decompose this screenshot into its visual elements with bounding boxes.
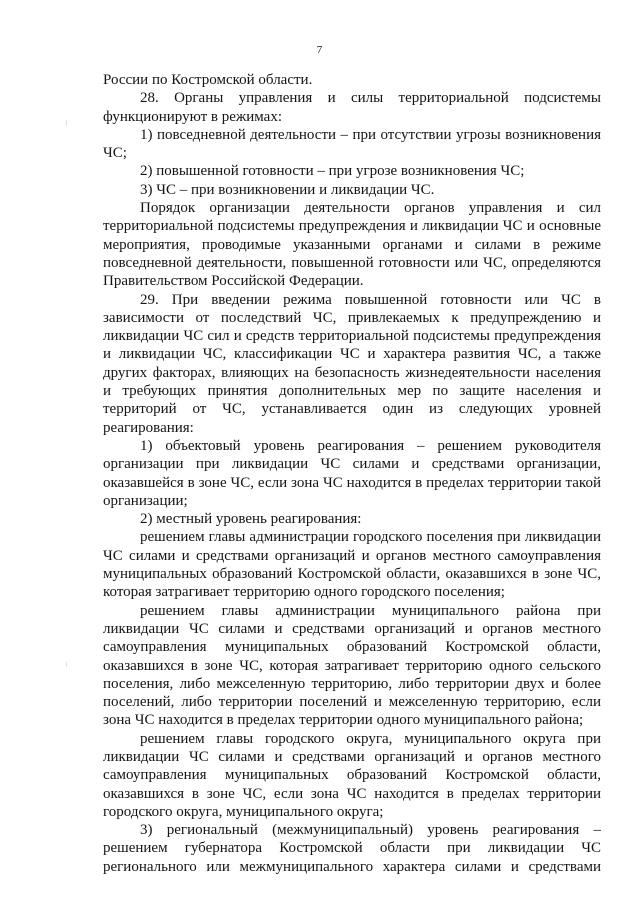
page-number: 7 (316, 44, 323, 56)
paragraph-continuation: России по Костромской области. (103, 72, 313, 88)
paragraph-item-29: 29. При введении режима повышенной готовности или ЧС в зависимости от последствий ЧС, привлекаемых к предупреждению и ликвидации ЧС сил и средств территориальной подсистемы предупреждения и ликвидации ЧС, классификации ЧС и характера развития ЧС, а также других факторах, влияющих на безопасность жизнедеятельности населения и требующих принятия дополнительных мер по защите населения и территорий от ЧС, устанавливается один из следующих уровней реагирования: (103, 291, 601, 436)
scan-margin-mark (66, 662, 67, 667)
paragraph-local-municipal-district: решением главы администрации муниципального района при ликвидации ЧС силами и средствами организаций и органов местного самоуправления муниципальных образований Костромской области, оказавшихся в зоне ЧС, которая затрагивает территорию одного сельского поселения, либо межселенную территорию, либо территории двух и более поселений, либо территории поселений и межселенную территорию, если зона ЧС находится в пределах территории одного муниципального района; (103, 602, 601, 729)
paragraph-level-regional: 3) региональный (межмуниципальный) уровень реагирования – решением губернатора Костромской области при ликвидации ЧС регионального или межмуниципального характера силами и средствами (103, 822, 601, 875)
paragraph-mode-daily: 1) повседневной деятельности – при отсутствии угрозы возникновения ЧС; (103, 126, 601, 162)
paragraph-item-28: 28. Органы управления и силы территориальной подсистемы функционируют в режимах: (103, 90, 601, 125)
paragraph-local-city-district: решением главы городского округа, муниципального округа при ликвидации ЧС силами и средствами организаций и органов местного самоуправления муниципальных образований Костромской области, оказавшихся в зоне ЧС, если зона ЧС находится в пределах территории городского округа, муниципального округа; (103, 730, 601, 820)
paragraph-level-object: 1) объектовый уровень реагирования – решением руководителя организации при ликвидации ЧС силами и средствами организации, оказавшейся в зоне ЧС, если зона ЧС находится в пределах территории такой организации; (103, 437, 601, 509)
paragraph-mode-emergency: 3) ЧС – при возникновении и ликвидации ЧС. (140, 181, 435, 198)
paragraph-mode-alert: 2) повышенной готовности – при угрозе возникновения ЧС; (140, 163, 525, 180)
paragraph-procedure: Порядок организации деятельности органов управления и сил территориальной подсистемы предупреждения и ликвидации ЧС и основные мероприятия, проводимые указанными органами и силами в режиме повседневной деятельности, повышенной готовности или ЧС, определяются Правительством Российской Федерации. (103, 200, 601, 290)
paragraph-level-local: 2) местный уровень реагирования: (140, 511, 362, 528)
paragraph-local-urban-settlement: решением главы администрации городского поселения при ликвидации ЧС силами и средствами организаций и органов местного самоуправления муниципальных образований Костромской области, оказавшихся в зоне ЧС, которая затрагивает территорию одного городского поселения; (103, 529, 601, 601)
document-body (103, 71, 601, 876)
scan-margin-mark (66, 120, 67, 126)
